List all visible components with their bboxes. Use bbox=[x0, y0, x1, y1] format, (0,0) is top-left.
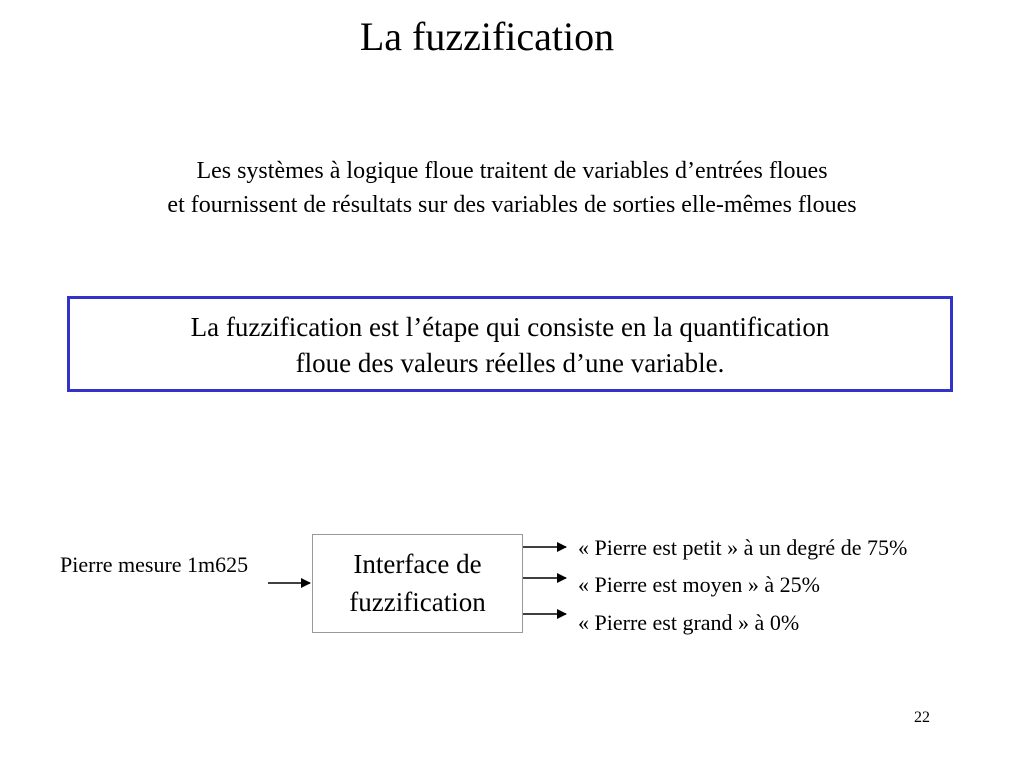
box-line-1: Interface de bbox=[353, 549, 482, 579]
output-petit: « Pierre est petit » à un degré de 75% bbox=[578, 535, 908, 560]
definition-line-1: La fuzzification est l’étape qui consiste en la quantification bbox=[190, 312, 830, 342]
output-moyen: « Pierre est moyen » à 25% bbox=[578, 572, 820, 597]
slide-title: La fuzzification bbox=[359, 14, 615, 59]
output-grand: « Pierre est grand » à 0% bbox=[578, 610, 800, 635]
input-label: Pierre mesure 1m625 bbox=[60, 552, 249, 577]
page-number: 22 bbox=[914, 709, 930, 726]
intro-line-2: et fournissent de résultats sur des variables de sorties elle-mêmes floues bbox=[167, 192, 857, 218]
box-line-2: fuzzification bbox=[349, 587, 486, 617]
definition-box bbox=[67, 296, 953, 392]
fuzzification-interface-box bbox=[312, 534, 523, 633]
intro-line-1: Les systèmes à logique floue traitent de variables d’entrées floues bbox=[196, 158, 828, 184]
definition-line-2: floue des valeurs réelles d’une variable. bbox=[295, 348, 725, 378]
intro-text bbox=[0, 154, 1024, 222]
